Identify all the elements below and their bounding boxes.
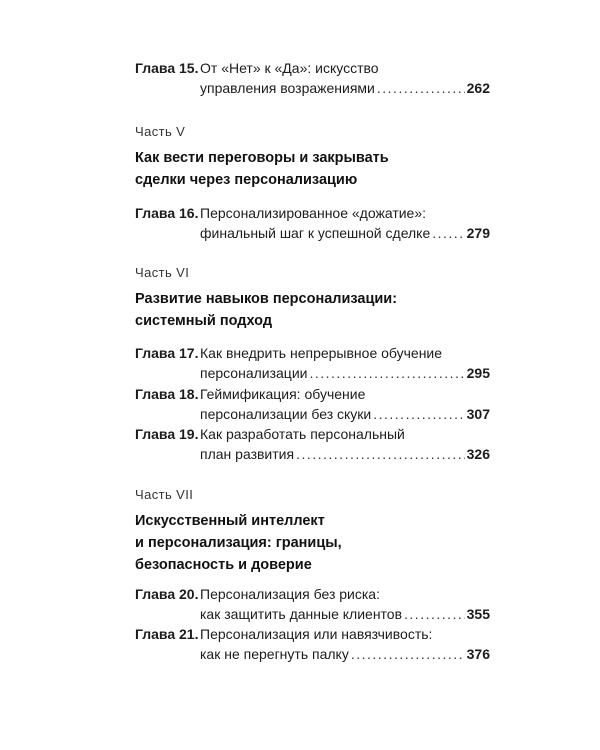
part-title-line: Искусственный интеллект: [135, 513, 325, 529]
chapter-number: Глава 19.: [135, 426, 199, 442]
part-title-vii: [135, 510, 465, 576]
part-title-line: безопасность и доверие: [135, 557, 312, 573]
leader-dots: [404, 604, 465, 624]
leader-dots: [432, 223, 464, 243]
chapter-number: Глава 16.: [135, 205, 199, 221]
page-number: 307: [466, 406, 490, 422]
chapter-title-line2: персонализации без скуки: [200, 406, 372, 422]
chapter-title-line1: Как разработать персональный: [200, 426, 405, 442]
leader-dots: [296, 444, 465, 464]
part-title-vi: [135, 288, 465, 332]
chapter-title-line1: Персонализация без риска:: [200, 586, 380, 602]
chapter-title-line1: Геймификация: обучение: [200, 386, 366, 402]
page-number: 262: [466, 80, 490, 96]
part-title-v: [135, 147, 465, 191]
part-label-v: Часть V: [135, 124, 186, 139]
leader-dots: [377, 78, 465, 98]
chapter-title-line1: От «Нет» к «Да»: искусство: [200, 60, 379, 76]
chapter-title-line1: Персонализированное «дожатие»:: [200, 205, 427, 221]
part-title-line: и персонализация: границы,: [135, 535, 342, 551]
part-title-line: системный подход: [135, 313, 273, 329]
chapter-title-line2: персонализации: [200, 365, 308, 381]
page-number: 279: [466, 225, 490, 241]
part-title-line: Как вести переговоры и закрывать: [135, 150, 389, 166]
chapter-title-line2: план развития: [200, 446, 295, 462]
leader-dots: [351, 644, 465, 664]
page-number: 376: [466, 646, 490, 662]
chapter-title-line1: Как внедрить непрерывное обучение: [200, 345, 443, 361]
chapter-number: Глава 21.: [135, 626, 199, 642]
part-title-line: сделки через персонализацию: [135, 172, 358, 188]
page-number: 355: [466, 606, 490, 622]
part-label-vii: Часть VII: [135, 487, 194, 502]
chapter-title-line1: Персонализация или навязчивость:: [200, 626, 433, 642]
part-title-line: Развитие навыков персонализации:: [135, 291, 398, 307]
page-number: 295: [466, 365, 490, 381]
chapter-number: Глава 20.: [135, 586, 199, 602]
part-label-vi: Часть VI: [135, 265, 190, 280]
page-number: 326: [466, 446, 490, 462]
chapter-title-line2: финальный шаг к успешной сделке: [200, 225, 431, 241]
chapter-number: Глава 17.: [135, 345, 199, 361]
leader-dots: [309, 363, 464, 383]
chapter-title-line2: как не перегнуть палку: [200, 646, 349, 662]
leader-dots: [373, 404, 464, 424]
chapter-title-line2: управления возражениями: [200, 80, 375, 96]
chapter-number: Глава 18.: [135, 386, 199, 402]
chapter-number: Глава 15.: [135, 60, 199, 76]
chapter-title-line2: как защитить данные клиентов: [200, 606, 403, 622]
